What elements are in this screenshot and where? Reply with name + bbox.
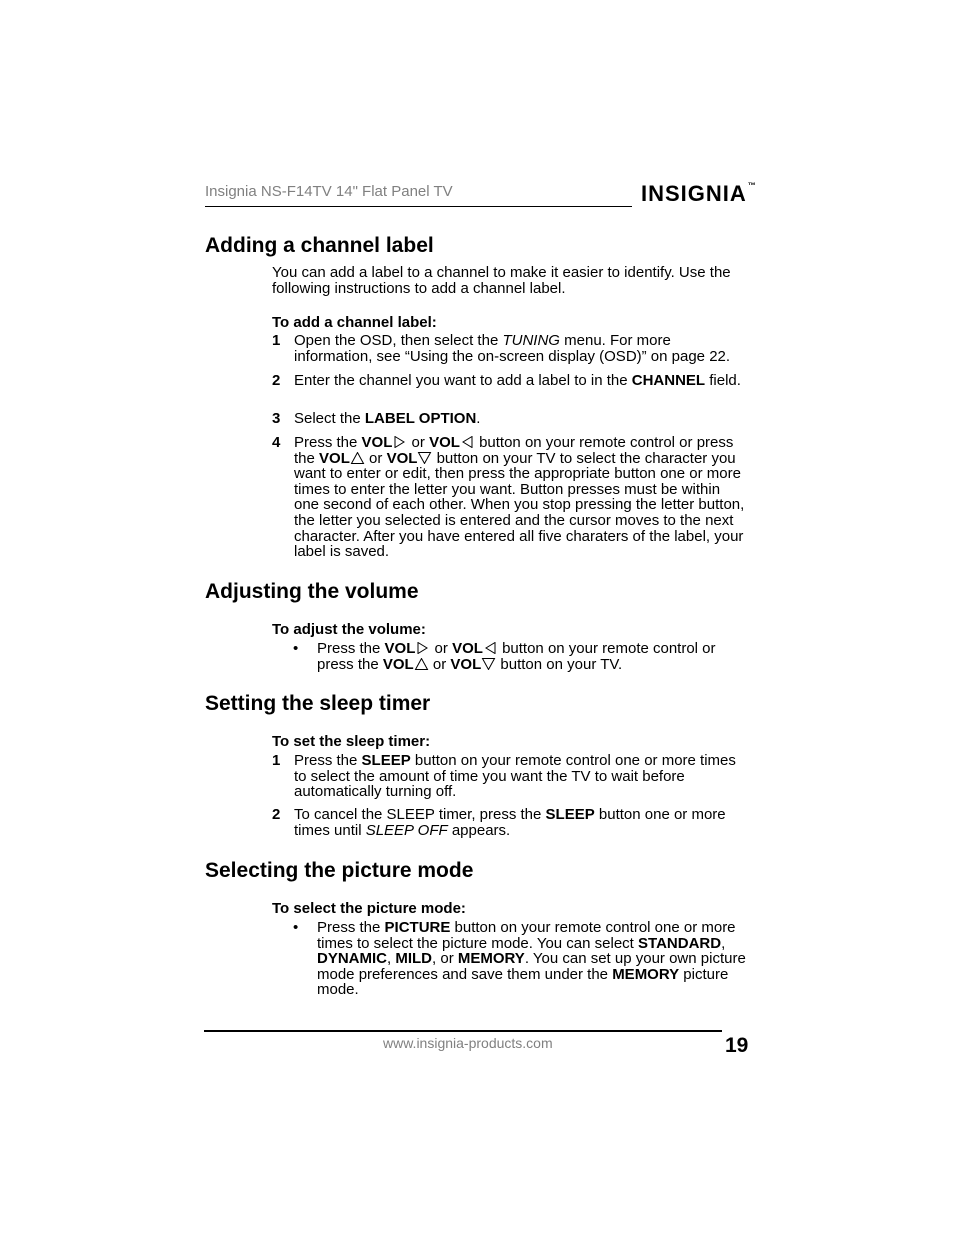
vol-label: VOL	[429, 434, 460, 451]
triangle-right-icon	[415, 642, 430, 654]
intro-paragraph: You can add a label to a channel to make it easier to identify. Use the following instructions to add a channel label.	[272, 264, 731, 297]
procedure-title-picture: To select the picture mode:	[272, 900, 466, 917]
footer-url: www.insignia-products.com	[383, 1035, 553, 1051]
header-rule	[205, 206, 632, 207]
mode-memory: MEMORY	[457, 950, 525, 968]
vol-label: VOL	[384, 640, 416, 657]
logo-text: INSIGNIA	[641, 181, 747, 206]
heading-adjusting-volume: Adjusting the volume	[205, 580, 419, 603]
bullet-text: Press the VOL or VOL button on your remote control or press the VOL or VOL button on your TV.	[317, 640, 716, 673]
step-text: Enter the channel you want to add a label to in the CHANNEL field.	[294, 372, 741, 389]
step-number: 1	[272, 332, 281, 349]
bullet-text: Press the PICTURE button on your remote control one or more times to select the picture mode. You can select STANDARD, DYNAMIC, MILD, or MEMORY. You can set up your own picture mode preferences and save them under the MEMORY picture mode.	[317, 919, 746, 999]
mode-dynamic: DYNAMIC	[317, 950, 387, 968]
step-number: 2	[272, 372, 281, 389]
procedure-title-volume: To adjust the volume:	[272, 621, 426, 638]
heading-adding-channel-label: Adding a channel label	[205, 234, 434, 257]
step-number: 3	[272, 410, 281, 427]
triangle-down-icon	[417, 452, 432, 464]
triangle-left-icon	[460, 436, 475, 448]
button-name-picture: PICTURE	[384, 919, 451, 936]
mode-standard: STANDARD	[638, 934, 722, 952]
option-name-label-option: LABEL OPTION	[364, 410, 477, 427]
menu-name-tuning: TUNING	[502, 332, 560, 349]
step-number: 2	[272, 806, 281, 823]
page-number: 19	[725, 1034, 749, 1057]
procedure-title-add-label: To add a channel label:	[272, 314, 437, 331]
step-number: 1	[272, 752, 281, 769]
logo-trademark: ™	[747, 181, 756, 190]
triangle-right-icon	[392, 436, 407, 448]
triangle-up-icon	[414, 658, 429, 670]
field-name-channel: CHANNEL	[631, 372, 706, 389]
step-text: To cancel the SLEEP timer, press the SLEEP button one or more times until SLEEP OFF appears.	[294, 806, 726, 839]
vol-label: VOL	[319, 449, 350, 467]
bullet-mark: •	[293, 640, 299, 657]
step-text: Press the VOL or VOL button on your remote control or press the VOL or VOL button on your TV to select the character you want to enter or edit, then press the appropriate button one or more times to enter the letter you want. Button presses must be within one second of each other. When you stop pressing the letter button, the letter you selected is entered and the cursor moves to the next character. After you have entered all five charaters of the label, your label is saved.	[294, 434, 745, 561]
vol-label: VOL	[361, 434, 393, 451]
mode-mild: MILD	[395, 950, 433, 968]
mode-memory: MEMORY	[612, 965, 680, 983]
step-text: Press the SLEEP button on your remote control one or more times to select the amount of time you want the TV to wait before automatically turning off.	[294, 752, 736, 801]
vol-label: VOL	[450, 655, 482, 673]
triangle-up-icon	[350, 452, 365, 464]
vol-label: VOL	[382, 655, 414, 673]
heading-setting-sleep-timer: Setting the sleep timer	[205, 692, 431, 715]
status-sleep-off: SLEEP OFF	[365, 821, 448, 839]
step-text: Open the OSD, then select the TUNING menu. For more information, see “Using the on-screen display (OSD)” on page 22.	[294, 332, 731, 365]
triangle-left-icon	[483, 642, 498, 654]
button-name-sleep: SLEEP	[361, 752, 411, 769]
step-text: Select the LABEL OPTION.	[294, 410, 481, 427]
vol-label: VOL	[452, 640, 483, 657]
vol-label: VOL	[386, 449, 418, 467]
step-number: 4	[272, 434, 281, 451]
header-title: Insignia NS-F14TV 14" Flat Panel TV	[205, 183, 453, 200]
footer-rule	[204, 1030, 722, 1032]
bullet-mark: •	[293, 919, 299, 936]
insignia-logo	[641, 181, 756, 207]
heading-selecting-picture-mode: Selecting the picture mode	[205, 859, 474, 882]
triangle-down-icon	[481, 658, 496, 670]
procedure-title-sleep: To set the sleep timer:	[272, 733, 431, 750]
button-name-sleep: SLEEP	[545, 806, 595, 823]
